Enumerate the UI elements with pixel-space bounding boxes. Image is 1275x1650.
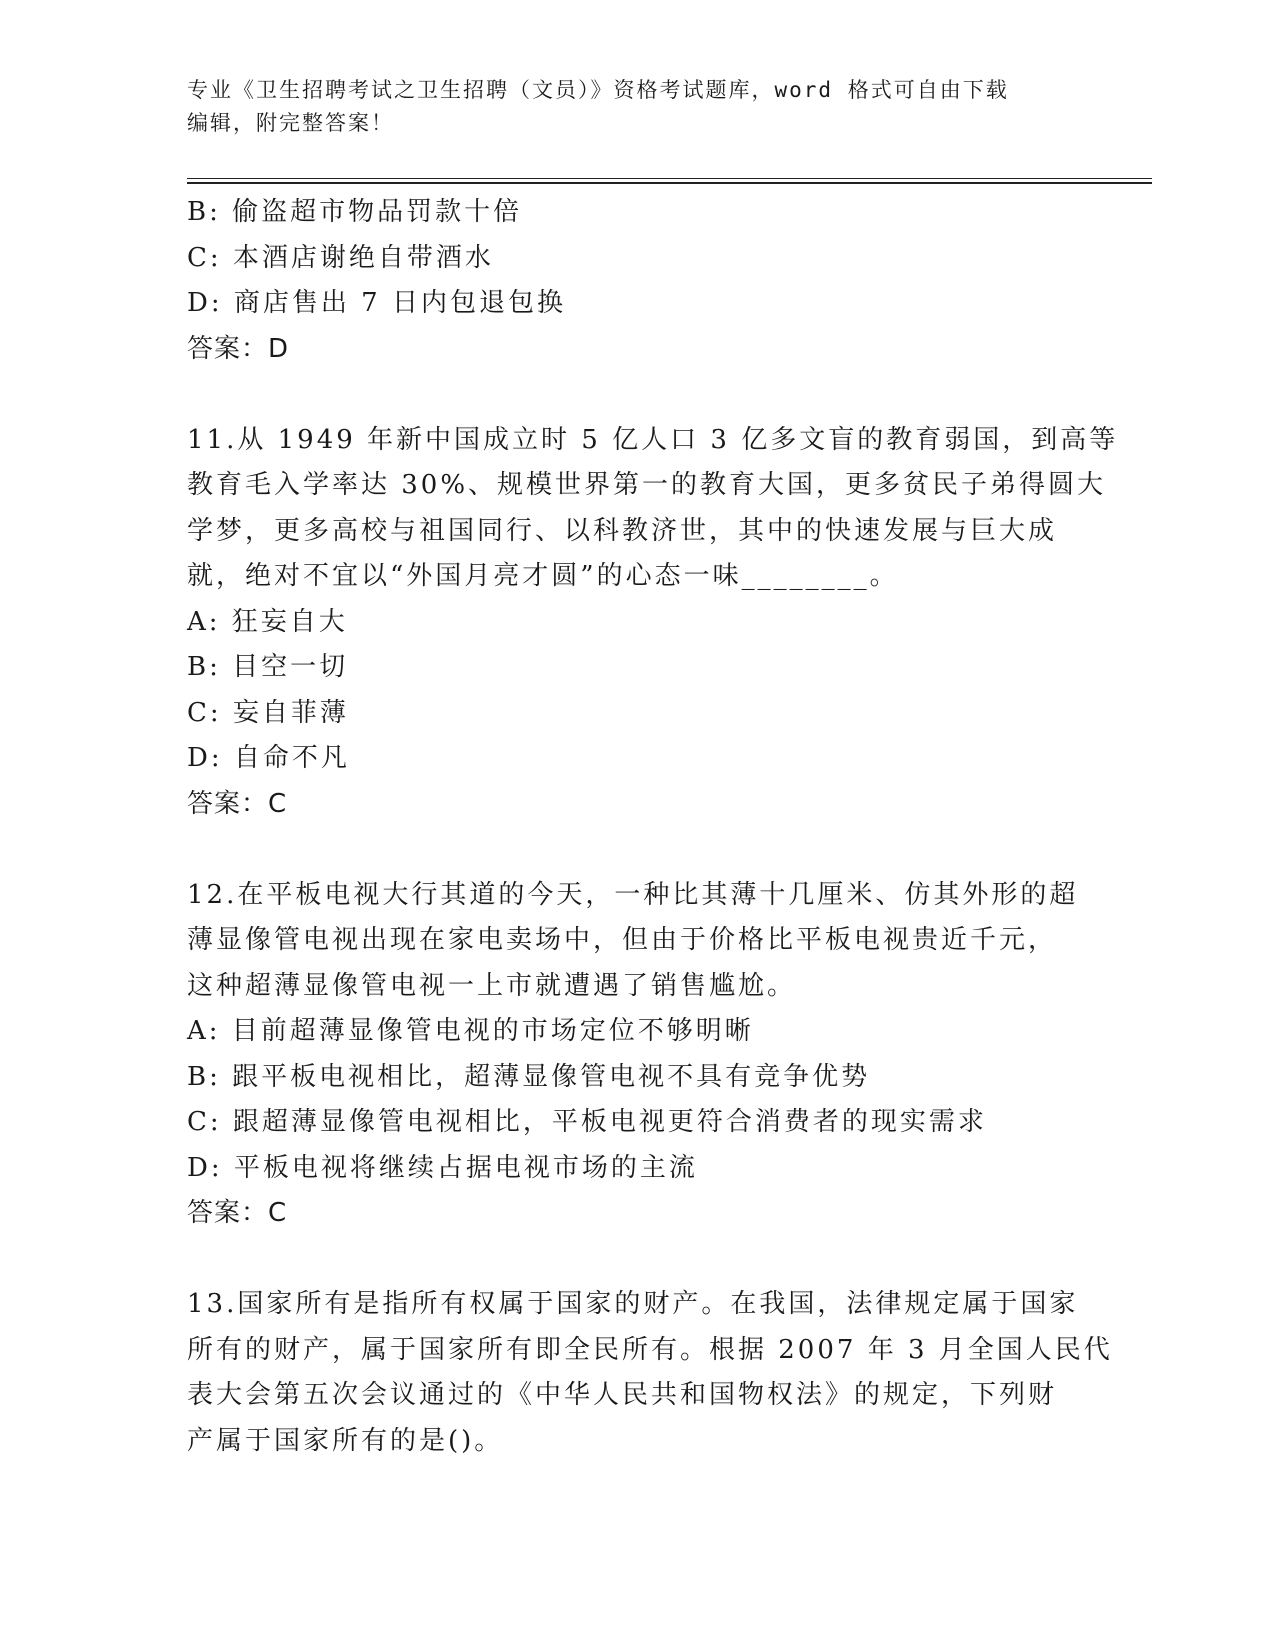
header-divider-thin xyxy=(187,178,1152,179)
q11-option-b: B: 目空一切 xyxy=(187,652,349,682)
question-11 xyxy=(187,418,1119,828)
q13-stem-line: 表大会第五次会议通过的《中华人民共和国物权法》的规定，下列财 xyxy=(187,1380,1058,1410)
q12-stem-line: 薄显像管电视出现在家电卖场中，但由于价格比平板电视贵近千元， xyxy=(187,925,1058,955)
q10-answer: 答案：D xyxy=(187,333,290,364)
q12-option-a: A: 目前超薄显像管电视的市场定位不够明晰 xyxy=(187,1016,754,1046)
spacer xyxy=(187,372,1087,418)
question-content xyxy=(187,190,1119,1464)
header-divider-thick xyxy=(187,182,1152,184)
q10-option-b: B: 偷盗超市物品罚款十倍 xyxy=(187,197,523,227)
q11-stem-line: 就，绝对不宜以“外国月亮才圆”的心态一味________。 xyxy=(187,561,899,591)
q12-stem-line: 12.在平板电视大行其道的今天，一种比其薄十几厘米、仿其外形的超 xyxy=(187,879,1079,910)
q11-stem-line: 学梦，更多高校与祖国同行、以科教济世，其中的快速发展与巨大成 xyxy=(187,515,1058,546)
question-10-options xyxy=(187,190,1087,372)
q12-stem-line: 这种超薄显像管电视一上市就遭遇了销售尴尬。 xyxy=(187,970,797,1001)
q12-option-d: D: 平板电视将继续占据电视市场的主流 xyxy=(187,1152,698,1183)
q12-option-b: B: 跟平板电视相比，超薄显像管电视不具有竞争优势 xyxy=(187,1061,871,1092)
q10-option-d: D: 商店售出 7 日内包退包换 xyxy=(187,288,566,318)
spacer xyxy=(187,1237,1087,1283)
spacer xyxy=(187,827,1087,873)
q11-option-a: A: 狂妄自大 xyxy=(187,606,348,637)
header-line-2: 编辑，附完整答案！ xyxy=(187,111,394,135)
q13-stem-line: 产属于国家所有的是()。 xyxy=(187,1425,504,1456)
q13-stem-line: 所有的财产，属于国家所有即全民所有。根据 2007 年 3 月全国人民代 xyxy=(187,1334,1113,1365)
q11-option-d: D: 自命不凡 xyxy=(187,743,350,773)
header-line-1: 专业《卫生招聘考试之卫生招聘（文员）》资格考试题库，word 格式可自由下载 xyxy=(187,78,1009,102)
q11-stem-line: 11.从 1949 年新中国成立时 5 亿人口 3 亿多文盲的教育弱国，到高等 xyxy=(187,424,1119,455)
q12-option-c: C: 跟超薄显像管电视相比，平板电视更符合消费者的现实需求 xyxy=(187,1107,987,1137)
document-header xyxy=(187,74,1067,140)
q11-option-c: C: 妄自菲薄 xyxy=(187,697,349,728)
q12-answer: 答案：C xyxy=(187,1198,288,1228)
q10-option-c: C: 本酒店谢绝自带酒水 xyxy=(187,242,494,273)
question-12 xyxy=(187,873,1087,1237)
question-13 xyxy=(187,1282,1113,1464)
q13-stem-line: 13.国家所有是指所有权属于国家的财产。在我国，法律规定属于国家 xyxy=(187,1289,1079,1319)
q11-stem-line: 教育毛入学率达 30%、规模世界第一的教育大国，更多贫民子弟得圆大 xyxy=(187,470,1107,500)
q11-answer: 答案：C xyxy=(187,788,288,819)
